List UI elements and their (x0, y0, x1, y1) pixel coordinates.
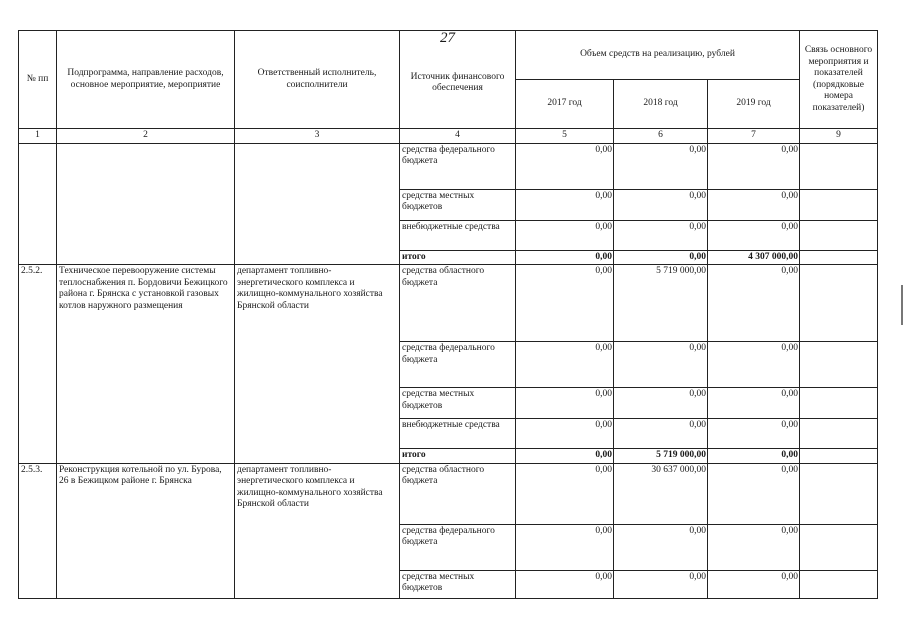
value-2019: 0,00 (708, 143, 800, 189)
item-name: Техническое перевооружение системы теплоснабжения п. Бордовичи Бежицкого района г. Брянска с установкой газовых котлов наружного размещения (57, 265, 235, 464)
value-2019: 0,00 (708, 388, 800, 419)
empty-cell (800, 220, 878, 250)
header-year-2017: 2017 год (516, 80, 614, 129)
table-row (19, 463, 878, 524)
header-link: Связь основного мероприятия и показателей (порядковые номера показателей) (800, 31, 878, 129)
value-2017: 0,00 (516, 524, 614, 570)
value-2019: 0,00 (708, 189, 800, 220)
page-number: 27 (440, 30, 455, 46)
column-number: 2 (57, 129, 235, 144)
column-number: 1 (19, 129, 57, 144)
value-2018: 0,00 (614, 419, 708, 449)
header-year-2018: 2018 год (614, 80, 708, 129)
value-2019: 0,00 (708, 463, 800, 524)
column-number: 7 (708, 129, 800, 144)
item-number: 2.5.2. (19, 265, 57, 464)
value-2018: 0,00 (614, 524, 708, 570)
value-2017: 0,00 (516, 388, 614, 419)
value-2017: 0,00 (516, 342, 614, 388)
funding-source-total: итого (400, 449, 516, 464)
header-program: Подпрограмма, направление расходов, основное мероприятие, мероприятие (57, 31, 235, 129)
value-2017: 0,00 (516, 189, 614, 220)
value-2019: 0,00 (708, 419, 800, 449)
value-2017: 0,00 (516, 419, 614, 449)
value-2017: 0,00 (516, 449, 614, 464)
table-row (19, 143, 878, 189)
item-executor: департамент топливно-энергетического комплекса и жилищно-коммунального хозяйства Брянской области (235, 265, 400, 464)
column-number: 3 (235, 129, 400, 144)
funding-source: внебюджетные средства (400, 220, 516, 250)
item-name: Реконструкция котельной по ул. Бурова, 26 в Бежицком районе г. Брянска (57, 463, 235, 598)
table-row (19, 265, 878, 342)
empty-cell (800, 570, 878, 598)
item-number: 2.5.3. (19, 463, 57, 598)
value-2017: 0,00 (516, 265, 614, 342)
value-2018: 0,00 (614, 342, 708, 388)
funding-source-total: итого (400, 250, 516, 265)
empty-cell (800, 463, 878, 524)
value-2018: 0,00 (614, 143, 708, 189)
value-2018: 30 637 000,00 (614, 463, 708, 524)
budget-table (18, 30, 878, 599)
value-2018: 0,00 (614, 220, 708, 250)
column-number: 9 (800, 129, 878, 144)
funding-source: средства местных бюджетов (400, 570, 516, 598)
value-2019: 0,00 (708, 342, 800, 388)
empty-cell (57, 143, 235, 265)
value-2019: 0,00 (708, 220, 800, 250)
value-2019: 0,00 (708, 449, 800, 464)
funding-source: средства федерального бюджета (400, 524, 516, 570)
value-2019: 0,00 (708, 524, 800, 570)
value-2018: 0,00 (614, 189, 708, 220)
item-executor: департамент топливно-энергетического комплекса и жилищно-коммунального хозяйства Брянской области (235, 463, 400, 598)
empty-cell (800, 265, 878, 342)
empty-cell (800, 342, 878, 388)
empty-cell (19, 143, 57, 265)
value-2017: 0,00 (516, 220, 614, 250)
funding-source: средства федерального бюджета (400, 342, 516, 388)
value-2018: 0,00 (614, 250, 708, 265)
funding-source: средства областного бюджета (400, 265, 516, 342)
funding-source: внебюджетные средства (400, 419, 516, 449)
header-volume: Объем средств на реализацию, рублей (516, 31, 800, 80)
value-2019: 0,00 (708, 570, 800, 598)
header-executor: Ответственный исполнитель, соисполнители (235, 31, 400, 129)
value-2017: 0,00 (516, 250, 614, 265)
column-number: 4 (400, 129, 516, 144)
value-2018: 5 719 000,00 (614, 449, 708, 464)
funding-source: средства местных бюджетов (400, 388, 516, 419)
header-num: № пп (19, 31, 57, 129)
empty-cell (800, 388, 878, 419)
funding-source: средства областного бюджета (400, 463, 516, 524)
column-number: 6 (614, 129, 708, 144)
value-2017: 0,00 (516, 570, 614, 598)
funding-source: средства федерального бюджета (400, 143, 516, 189)
value-2018: 0,00 (614, 570, 708, 598)
empty-cell (800, 143, 878, 189)
empty-cell (235, 143, 400, 265)
value-2019: 4 307 000,00 (708, 250, 800, 265)
value-2018: 0,00 (614, 388, 708, 419)
column-number: 5 (516, 129, 614, 144)
value-2017: 0,00 (516, 463, 614, 524)
empty-cell (800, 419, 878, 449)
empty-cell (800, 524, 878, 570)
value-2017: 0,00 (516, 143, 614, 189)
empty-cell (800, 250, 878, 265)
column-number-row (19, 129, 878, 144)
funding-source: средства местных бюджетов (400, 189, 516, 220)
empty-cell (800, 189, 878, 220)
value-2019: 0,00 (708, 265, 800, 342)
value-2018: 5 719 000,00 (614, 265, 708, 342)
scan-artifact (901, 285, 903, 325)
header-source: Источник финансового обеспечения (400, 31, 516, 129)
header-year-2019: 2019 год (708, 80, 800, 129)
empty-cell (800, 449, 878, 464)
